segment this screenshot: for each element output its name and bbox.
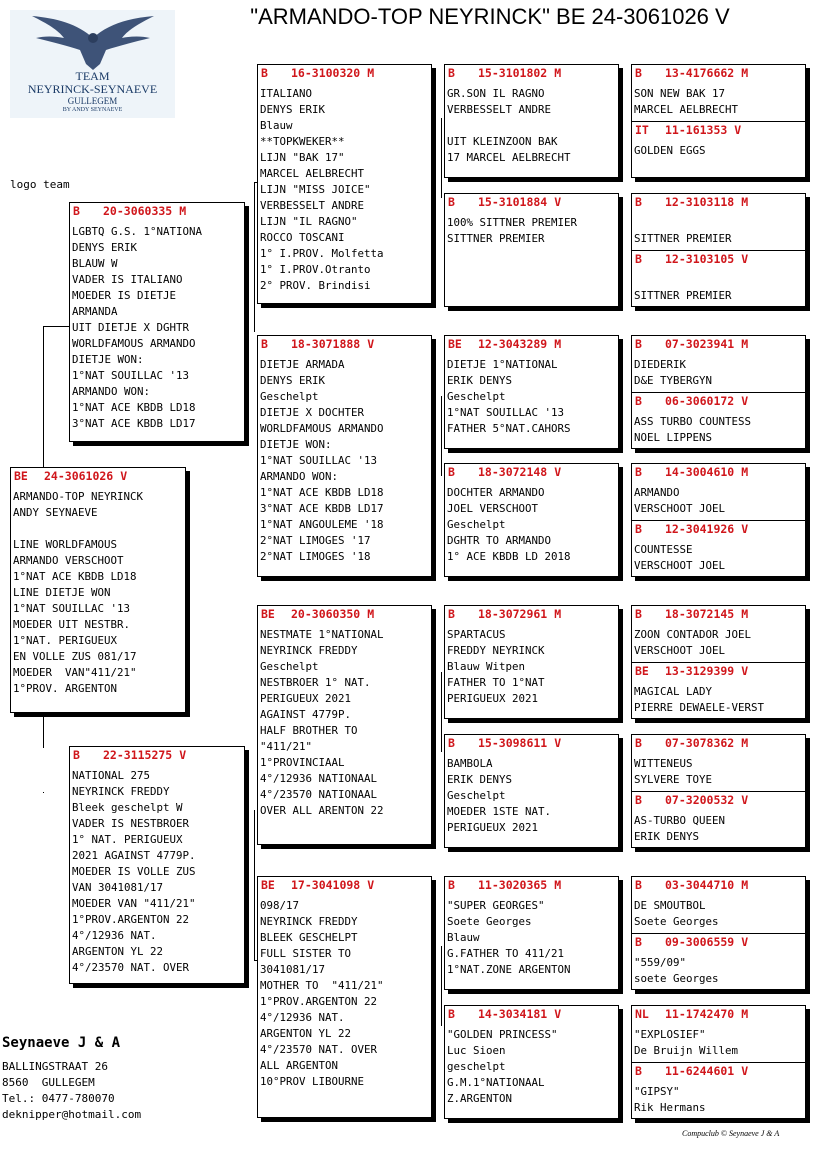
pigeon-card-gen4: [444, 1005, 619, 1119]
pigeon-line: DIETJE 1°NATIONAL: [447, 358, 558, 371]
pigeon-pair-gen5: [631, 1005, 806, 1119]
pigeon-line: 1°NAT.ZONE ARGENTON: [447, 963, 571, 976]
pigeon-line: AS-TURBO QUEEN: [634, 814, 726, 827]
pigeon-line: MARCEL AELBRECHT: [634, 103, 739, 116]
pigeon-line: DGHTR TO ARMANDO: [447, 534, 552, 547]
pigeon-line: MOTHER TO "411/21": [260, 979, 384, 992]
pigeon-line: OVER ALL ARENTON 22: [260, 804, 384, 817]
owner-name: Seynaeve J & A: [2, 1035, 121, 1051]
pigeon-line: ERIK DENYS: [447, 773, 513, 786]
pigeon-line: 2°NAT LIMOGES '17: [260, 534, 371, 547]
pigeon-line: VERBESSELT ANDRE: [447, 103, 552, 116]
pigeon-header: B 15-3101802 M: [448, 66, 562, 80]
pigeon-line: 1°NAT ACE KBDB LD18: [13, 570, 137, 583]
pigeon-line: "EXPLOSIEF": [634, 1028, 706, 1041]
pigeon-header: B 18-3072961 M: [448, 607, 562, 621]
pigeon-line: 1°NAT SOUILLAC '13: [260, 454, 378, 467]
pigeon-line: VERSCHOOT JOEL: [634, 559, 726, 572]
pigeon-line: MOEDER IS VOLLE ZUS: [72, 865, 196, 878]
pigeon-line: JOEL VERSCHOOT: [447, 502, 539, 515]
pigeon-line: 1°NAT SOUILLAC '13: [72, 369, 190, 382]
pigeon-header: B 11-6244601 V: [635, 1064, 749, 1078]
pigeon-line: 1° NAT. PERIGUEUX: [72, 833, 183, 846]
pigeon-line: AGAINST 4779P.: [260, 708, 352, 721]
pigeon-line: ARMANDO VERSCHOOT: [13, 554, 124, 567]
pigeon-header: B 07-3200532 V: [635, 793, 749, 807]
pigeon-line: Geschelpt: [260, 390, 319, 403]
connector-line: [441, 396, 442, 476]
pigeon-line: SYLVERE TOYE: [634, 773, 713, 786]
pigeon-header: B 11-3020365 M: [448, 878, 562, 892]
pigeon-line: Rik Hermans: [634, 1101, 706, 1114]
pigeon-line: 4°/23570 NAT. OVER: [72, 961, 190, 974]
pigeon-line: LIJN "BAK 17": [260, 151, 345, 164]
pigeon-line: DIETJE ARMADA: [260, 358, 345, 371]
pair-divider: [632, 791, 805, 792]
pigeon-card-gen4: [444, 734, 619, 848]
pigeon-pair-gen5: [631, 193, 806, 307]
team-logo: [10, 10, 175, 118]
pigeon-line: 1° ACE KBDB LD 2018: [447, 550, 571, 563]
pigeon-line: FULL SISTER TO: [260, 947, 352, 960]
pigeon-line: ARMANDO: [634, 486, 680, 499]
pigeon-line: ARMANDO WON:: [260, 470, 339, 483]
pigeon-line: 1°NAT ANGOULEME '18: [260, 518, 384, 531]
pigeon-header: B 12-3041926 V: [635, 522, 749, 536]
pigeon-line: 1° I.PROV. Molfetta: [260, 247, 384, 260]
pigeon-line: ARGENTON YL 22: [72, 945, 164, 958]
pigeon-line: WORLDFAMOUS ARMANDO: [260, 422, 384, 435]
logo-text-author: BY ANDY SEYNAEVE: [62, 107, 123, 113]
pair-divider: [632, 933, 805, 934]
pigeon-line: MARCEL AELBRECHT: [260, 167, 365, 180]
credit-text: Compuclub © Seynaeve J & A: [682, 1129, 780, 1138]
pair-divider: [632, 250, 805, 251]
pigeon-line: Bleek geschelpt W: [72, 801, 183, 814]
pigeon-line: HALF BROTHER TO: [260, 724, 358, 737]
pigeon-line: MOEDER UIT NESTBR.: [13, 618, 131, 631]
pigeon-line: PERIGUEUX 2021: [447, 692, 539, 705]
pigeon-header: B 22-3115275 V: [73, 748, 187, 762]
pigeon-header: BE 17-3041098 V: [261, 878, 375, 892]
pigeon-line: PIERRE DEWAELE-VERST: [634, 701, 765, 714]
pigeon-line: "559/09": [634, 956, 687, 969]
pigeon-line: 4°/12936 NATIONAAL: [260, 772, 378, 785]
pigeon-line: Blauw: [260, 119, 293, 132]
pigeon-line: ASS TURBO COUNTESS: [634, 415, 752, 428]
pigeon-header: B 18-3072148 V: [448, 465, 562, 479]
pigeon-line: EN VOLLE ZUS 081/17: [13, 650, 137, 663]
pigeon-pair-gen5: [631, 605, 806, 719]
pigeon-line: 17 MARCEL AELBRECHT: [447, 151, 571, 164]
pigeon-line: LGBTQ G.S. 1°NATIONA: [72, 225, 203, 238]
pigeon-header: IT 11-161353 V: [635, 123, 742, 137]
pigeon-line: Geschelpt: [260, 660, 319, 673]
pigeon-line: FATHER TO 1°NAT: [447, 676, 545, 689]
pigeon-line: 1°PROV.ARGENTON 22: [72, 913, 190, 926]
pigeon-line: DOCHTER ARMANDO: [447, 486, 545, 499]
pigeon-line: ITALIANO: [260, 87, 313, 100]
pigeon-line: 4°/23570 NATIONAAL: [260, 788, 378, 801]
pigeon-header: B 13-4176662 M: [635, 66, 749, 80]
pigeon-line: MOEDER VAN "411/21": [72, 897, 196, 910]
pigeon-header: B 16-3100320 M: [261, 66, 375, 80]
pigeon-line: FREDDY NEYRINCK: [447, 644, 545, 657]
pigeon-line: MOEDER IS DIETJE: [72, 289, 177, 302]
pigeon-line: 10°PROV LIBOURNE: [260, 1075, 365, 1088]
pigeon-header: B 18-3072145 M: [635, 607, 749, 621]
pigeon-line: DENYS ERIK: [72, 241, 138, 254]
pigeon-line: 3°NAT ACE KBDB LD17: [72, 417, 196, 430]
owner-email[interactable]: deknipper@hotmail.com: [2, 1108, 142, 1121]
pigeon-line: D&E TYBERGYN: [634, 374, 713, 387]
pigeon-line: 1°PROV.ARGENTON 22: [260, 995, 378, 1008]
pigeon-header: BE 24-3061026 V: [14, 469, 128, 483]
pigeon-line: COUNTESSE: [634, 543, 693, 556]
pigeon-line: ROCCO TOSCANI: [260, 231, 345, 244]
pigeon-line: BLAUW W: [72, 257, 118, 270]
pigeon-line: Z.ARGENTON: [447, 1092, 513, 1105]
pigeon-pair-gen5: [631, 64, 806, 178]
pigeon-line: 098/17: [260, 899, 300, 912]
pair-divider: [632, 121, 805, 122]
pigeon-line: Luc Sioen: [447, 1044, 506, 1057]
pair-divider: [632, 1062, 805, 1063]
pigeon-line: 1°NAT ACE KBDB LD18: [260, 486, 384, 499]
pigeon-line: DIETJE WON:: [260, 438, 332, 451]
pigeon-header: B 07-3023941 M: [635, 337, 749, 351]
pigeon-line: ZOON CONTADOR JOEL: [634, 628, 752, 641]
pigeon-line: soete Georges: [634, 972, 719, 985]
pigeon-line: UIT KLEINZOON BAK: [447, 135, 558, 148]
pigeon-line: 1°NAT SOUILLAC '13: [13, 602, 131, 615]
pigeon-line: Soete Georges: [447, 915, 532, 928]
pigeon-line: SITTNER PREMIER: [447, 232, 545, 245]
pigeon-line: 2021 AGAINST 4779P.: [72, 849, 196, 862]
pigeon-line: DIETJE X DOCHTER: [260, 406, 365, 419]
pigeon-header: B 15-3098611 V: [448, 736, 562, 750]
pigeon-line: "411/21": [260, 740, 313, 753]
pigeon-line: NEYRINCK FREDDY: [260, 644, 358, 657]
pair-divider: [632, 520, 805, 521]
pigeon-line: 4°/12936 NAT.: [260, 1011, 345, 1024]
pigeon-line: Blauw Witpen: [447, 660, 526, 673]
pigeon-line: ERIK DENYS: [634, 830, 700, 843]
pigeon-line: 1°PROVINCIAAL: [260, 756, 345, 769]
pigeon-card-gen4: [444, 876, 619, 990]
pigeon-line: FATHER 5°NAT.CAHORS: [447, 422, 571, 435]
pigeon-line: G.FATHER TO 411/21: [447, 947, 565, 960]
pigeon-line: geschelpt: [447, 1060, 506, 1073]
pigeon-line: GOLDEN EGGS: [634, 144, 706, 157]
pigeon-line: Geschelpt: [447, 789, 506, 802]
pigeon-line: De Bruijn Willem: [634, 1044, 739, 1057]
connector-line: [441, 672, 442, 752]
pigeon-line: ARGENTON YL 22: [260, 1027, 352, 1040]
pigeon-line: VERBESSELT ANDRE: [260, 199, 365, 212]
pigeon-line: VADER IS NESTBROER: [72, 817, 190, 830]
pigeon-line: 1°PROV. ARGENTON: [13, 682, 118, 695]
connector-line: [254, 182, 255, 332]
page-title: "ARMANDO-TOP NEYRINCK" BE 24-3061026 V: [250, 4, 730, 29]
pigeon-line: 2°NAT LIMOGES '18: [260, 550, 371, 563]
pigeon-line: Blauw: [447, 931, 480, 944]
pigeon-line: LINE WORLDFAMOUS: [13, 538, 118, 551]
pigeon-line: VERSCHOOT JOEL: [634, 644, 726, 657]
pigeon-header: B 06-3060172 V: [635, 394, 749, 408]
pigeon-line: 4°/23570 NAT. OVER: [260, 1043, 378, 1056]
pair-divider: [632, 662, 805, 663]
pigeon-card-subject: [10, 467, 186, 713]
pigeon-line: VAN 3041081/17: [72, 881, 164, 894]
pigeon-line: NATIONAL 275: [72, 769, 151, 782]
pigeon-header: BE 20-3060350 M: [261, 607, 375, 621]
pigeon-line: NEYRINCK FREDDY: [72, 785, 170, 798]
pigeon-line: 1°NAT ACE KBDB LD18: [72, 401, 196, 414]
logo-label: logo team: [10, 178, 70, 191]
connector-line: [43, 326, 44, 468]
pigeon-line: ARMANDO-TOP NEYRINCK: [13, 490, 144, 503]
pigeon-pair-gen5: [631, 463, 806, 577]
pigeon-card-dam: [69, 746, 245, 984]
connector-line: [43, 792, 44, 793]
pair-divider: [632, 392, 805, 393]
pigeon-line: LINE DIETJE WON: [13, 586, 111, 599]
pigeon-line: "GOLDEN PRINCESS": [447, 1028, 558, 1041]
pigeon-line: BAMBOLA: [447, 757, 493, 770]
pigeon-line: DENYS ERIK: [260, 374, 326, 387]
pigeon-line: 2° PROV. Brindisi: [260, 279, 371, 292]
pigeon-card-gen4: [444, 335, 619, 449]
pigeon-line: WITTENEUS: [634, 757, 693, 770]
pigeon-pair-gen5: [631, 734, 806, 848]
pigeon-header: B 12-3103105 V: [635, 252, 749, 266]
pigeon-line: **TOPKWEKER**: [260, 135, 345, 148]
pigeon-line: ERIK DENYS: [447, 374, 513, 387]
pigeon-card-gen3: [257, 335, 432, 577]
pigeon-line: VERSCHOOT JOEL: [634, 502, 726, 515]
pigeon-header: B 07-3078362 M: [635, 736, 749, 750]
owner-phone: Tel.: 0477-780070: [2, 1092, 115, 1105]
pigeon-line: SON NEW BAK 17: [634, 87, 726, 100]
pigeon-line: ANDY SEYNAEVE: [13, 506, 98, 519]
pigeon-header: B 18-3071888 V: [261, 337, 375, 351]
pigeon-line: SPARTACUS: [447, 628, 506, 641]
pigeon-header: B 09-3006559 V: [635, 935, 749, 949]
logo-text-town: GULLEGEM: [67, 96, 118, 106]
pigeon-line: DENYS ERIK: [260, 103, 326, 116]
pigeon-line: 3041081/17: [260, 963, 326, 976]
pigeon-line: VADER IS ITALIANO: [72, 273, 183, 286]
pigeon-card-gen4: [444, 193, 619, 307]
connector-line: [254, 810, 255, 960]
pigeon-line: PERIGUEUX 2021: [260, 692, 352, 705]
pigeon-header: B 12-3103118 M: [635, 195, 749, 209]
pigeon-line: BLEEK GESCHELPT: [260, 931, 358, 944]
pigeon-line: SITTNER PREMIER: [634, 232, 732, 245]
logo-text-team: TEAM NEYRINCK-SEYNAEVE: [27, 69, 158, 96]
pigeon-line: 1° I.PROV.Otranto: [260, 263, 371, 276]
pigeon-line: 3°NAT ACE KBDB LD17: [260, 502, 384, 515]
pigeon-line: DIETJE WON:: [72, 353, 144, 366]
pigeon-line: Soete Georges: [634, 915, 719, 928]
pigeon-line: MAGICAL LADY: [634, 685, 713, 698]
owner-city: 8560 GULLEGEM: [2, 1076, 95, 1089]
pigeon-header: B 20-3060335 M: [73, 204, 187, 218]
pigeon-line: "SUPER GEORGES": [447, 899, 545, 912]
pigeon-card-sire: [69, 202, 245, 442]
pigeon-header: B 14-3004610 M: [635, 465, 749, 479]
pigeon-line: SITTNER PREMIER: [634, 289, 732, 302]
pigeon-header: B 14-3034181 V: [448, 1007, 562, 1021]
pigeon-line: NOEL LIPPENS: [634, 431, 713, 444]
eagle-icon: [28, 14, 158, 72]
pigeon-card-gen4: [444, 463, 619, 577]
pigeon-line: ALL ARGENTON: [260, 1059, 339, 1072]
pigeon-line: Geschelpt: [447, 390, 506, 403]
pigeon-card-gen3: [257, 605, 432, 845]
connector-line: [441, 946, 442, 1026]
pigeon-header: BE 12-3043289 M: [448, 337, 562, 351]
pigeon-line: MOEDER VAN"411/21": [13, 666, 137, 679]
pigeon-line: 1°NAT SOUILLAC '13: [447, 406, 565, 419]
pigeon-pair-gen5: [631, 335, 806, 449]
pigeon-line: LIJN "MISS JOICE": [260, 183, 371, 196]
pigeon-line: UIT DIETJE X DGHTR: [72, 321, 190, 334]
pigeon-line: NESTMATE 1°NATIONAL: [260, 628, 384, 641]
pigeon-line: MOEDER 1STE NAT.: [447, 805, 552, 818]
pigeon-line: NEYRINCK FREDDY: [260, 915, 358, 928]
pigeon-line: LIJN "IL RAGNO": [260, 215, 358, 228]
pigeon-line: GR.SON IL RAGNO: [447, 87, 545, 100]
pigeon-line: NESTBROER 1° NAT.: [260, 676, 371, 689]
connector-line: [441, 118, 442, 198]
pigeon-pair-gen5: [631, 876, 806, 990]
pigeon-line: 1°NAT. PERIGUEUX: [13, 634, 118, 647]
pigeon-line: G.M.1°NATIONAAL: [447, 1076, 545, 1089]
pigeon-header: BE 13-3129399 V: [635, 664, 749, 678]
connector-line: [43, 710, 44, 748]
pigeon-line: ARMANDO WON:: [72, 385, 151, 398]
pigeon-line: Geschelpt: [447, 518, 506, 531]
pigeon-line: ARMANDA: [72, 305, 118, 318]
pigeon-line: 100% SITTNER PREMIER: [447, 216, 578, 229]
pigeon-line: WORLDFAMOUS ARMANDO: [72, 337, 196, 350]
pigeon-line: 4°/12936 NAT.: [72, 929, 157, 942]
pigeon-header: B 15-3101884 V: [448, 195, 562, 209]
pigeon-card-gen3: [257, 64, 432, 304]
pigeon-line: "GIPSY": [634, 1085, 680, 1098]
pigeon-card-gen3: [257, 876, 432, 1118]
pigeon-header: B 03-3044710 M: [635, 878, 749, 892]
pigeon-line: PERIGUEUX 2021: [447, 821, 539, 834]
connector-line: [43, 326, 71, 327]
pigeon-card-gen4: [444, 64, 619, 178]
pigeon-line: DE SMOUTBOL: [634, 899, 706, 912]
pigeon-header: NL 11-1742470 M: [635, 1007, 749, 1021]
pigeon-line: DIEDERIK: [634, 358, 687, 371]
pigeon-card-gen4: [444, 605, 619, 719]
owner-address: BALLINGSTRAAT 26: [2, 1060, 108, 1073]
